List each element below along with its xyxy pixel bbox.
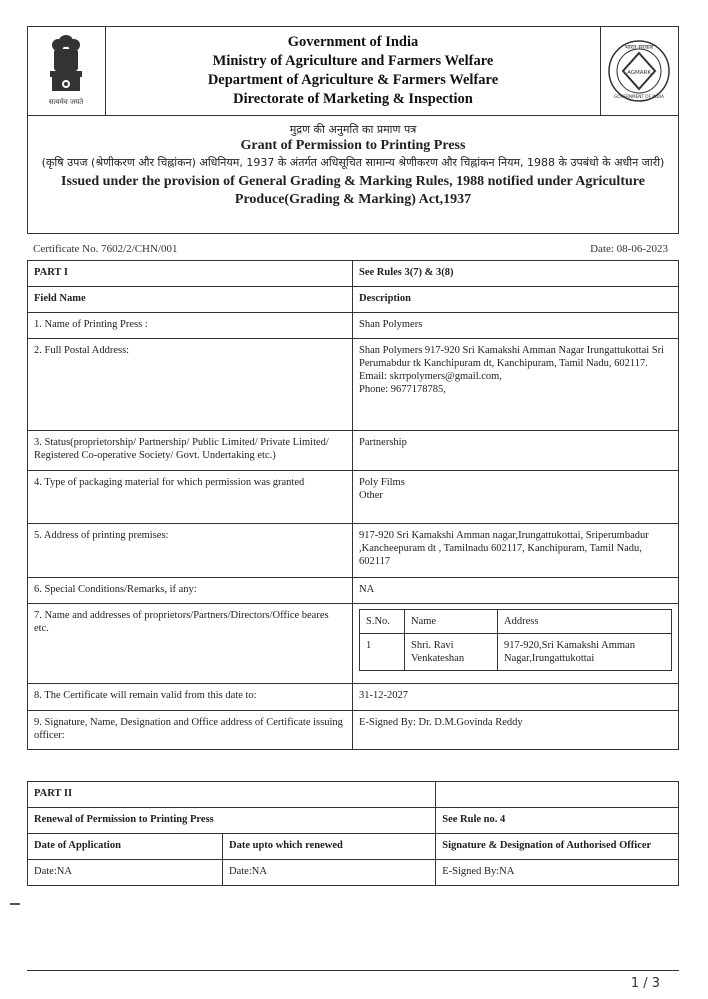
field-value: [353, 339, 679, 431]
hindi-title: मुद्रण की अनुमति का प्रमाण पत्र: [289, 123, 417, 136]
header-title: [106, 33, 600, 109]
svg-text:AGMARK: AGMARK: [627, 70, 651, 76]
partners-col-name: Name: [405, 610, 498, 634]
agmark-seal-icon: [601, 27, 678, 115]
table-row: [28, 339, 679, 431]
partner-address: 917-920,Sri Kamakshi Amman Nagar,Irungattukottai: [498, 634, 672, 671]
field-value: 31-12-2027: [353, 684, 679, 711]
agmark-logo: [600, 27, 678, 115]
partner-sno: 1: [360, 634, 405, 671]
table-row: [28, 431, 679, 471]
table-row: [28, 313, 679, 339]
date-application-value: Date:NA: [28, 860, 223, 886]
table-row: [28, 287, 679, 313]
table-row: [28, 860, 679, 886]
table-row: [28, 834, 679, 860]
field-value: E-Signed By: Dr. D.M.Govinda Reddy: [353, 711, 679, 750]
material-item: Other: [359, 490, 383, 501]
svg-text:GOVERNMENT OF INDIA: GOVERNMENT OF INDIA: [613, 94, 665, 99]
hindi-subtitle: (कृषि उपज (श्रेणीकरण और चिह्नांकन) अधिनियम, 1937 के अंतर्गत अधिसूचित सामान्य श्रेणीकरण और चिह्नांकन नियम, 1988 के उपबंधो के अधीन जारी): [41, 156, 665, 169]
table-row: [28, 711, 679, 750]
part1-heading: PART I: [28, 261, 353, 287]
certificate-info: [33, 243, 668, 255]
svg-text:भारत सरकार: भारत सरकार: [624, 44, 654, 51]
empty-cell: [436, 782, 679, 808]
header-top: [28, 27, 678, 116]
field-label: 3. Status(proprietorship/ Partnership/ Public Limited/ Private Limited/ Registered Co-operative Society/ Govt. Undertaking etc.): [28, 431, 353, 471]
col-description: Description: [353, 287, 679, 313]
field-label: 7. Name and addresses of proprietors/Partners/Directors/Office beares etc.: [28, 604, 353, 684]
table-row: [28, 578, 679, 604]
table-row: [28, 782, 679, 808]
material-item: Poly Films: [359, 477, 405, 488]
date-renewed-value: Date:NA: [223, 860, 436, 886]
field-label: 8. The Certificate will remain valid from this date to:: [28, 684, 353, 711]
title-line-2: Ministry of Agriculture and Farmers Welfare: [212, 53, 494, 69]
email-line: Email: skrrpolymers@gmail.com,: [359, 371, 502, 382]
table-row: [28, 471, 679, 524]
field-label: 9. Signature, Name, Designation and Office address of Certificate issuing officer:: [28, 711, 353, 750]
col-signature: Signature & Designation of Authorised Officer: [436, 834, 679, 860]
partners-col-address: Address: [498, 610, 672, 634]
margin-mark: [10, 903, 20, 905]
phone-line: Phone: 9677178785,: [359, 384, 446, 395]
title-line-4: Directorate of Marketing & Inspection: [233, 91, 473, 107]
national-emblem: [28, 27, 106, 115]
part1-table: [27, 260, 679, 750]
field-value: 917-920 Sri Kamakshi Amman nagar,Irungattukottai, Sriperumbadur ,Kancheepuram dt , Tamilnadu 602117, Kanchipuram, Tamil Nadu, 602117: [353, 524, 679, 578]
table-row: [360, 634, 672, 671]
col-date-application: Date of Application: [28, 834, 223, 860]
field-label: 6. Special Conditions/Remarks, if any:: [28, 578, 353, 604]
field-value: Partnership: [353, 431, 679, 471]
col-date-renewed: Date upto which renewed: [223, 834, 436, 860]
certificate-header: [27, 26, 679, 234]
table-row: [28, 808, 679, 834]
table-row: [28, 604, 679, 684]
part2-heading: PART II: [28, 782, 436, 808]
renewal-label: Renewal of Permission to Printing Press: [28, 808, 436, 834]
title-line-1: Government of India: [287, 34, 419, 50]
emblem-icon: [28, 27, 105, 115]
svg-text:सत्यमेव जयते: सत्यमेव जयते: [48, 98, 84, 106]
field-value: [353, 604, 679, 684]
header-titles: [28, 116, 678, 209]
signature-value: E-Signed By:NA: [436, 860, 679, 886]
footer-line: [27, 970, 679, 971]
field-label: 1. Name of Printing Press :: [28, 313, 353, 339]
partners-table: [359, 609, 672, 671]
certificate-date: Date: 08-06-2023: [590, 243, 668, 255]
grant-title: Grant of Permission to Printing Press: [240, 138, 466, 153]
field-label: 4. Type of packaging material for which permission was granted: [28, 471, 353, 524]
table-row: [28, 684, 679, 711]
table-row: [360, 610, 672, 634]
certificate-number: Certificate No. 7602/2/CHN/001: [33, 243, 178, 255]
field-label: 2. Full Postal Address:: [28, 339, 353, 431]
part2-table: [27, 781, 679, 886]
address-line: Shan Polymers 917-920 Sri Kamakshi Amman Nagar Irungattukottai Sri Perumabdur tk Kanchipuram dt, Kanchipuram, Tamil Nadu, 602117.: [359, 345, 665, 369]
page-number: 1 / 3: [630, 976, 660, 991]
title-line-3: Department of Agriculture & Farmers Welfare: [207, 72, 499, 88]
partners-col-sno: S.No.: [360, 610, 405, 634]
renewal-rule: See Rule no. 4: [436, 808, 679, 834]
col-field-name: Field Name: [28, 287, 353, 313]
partner-name: Shri. Ravi Venkateshan: [405, 634, 498, 671]
table-row: [28, 524, 679, 578]
field-value: [353, 471, 679, 524]
field-label: 5. Address of printing premises:: [28, 524, 353, 578]
field-value: NA: [353, 578, 679, 604]
field-value: Shan Polymers: [353, 313, 679, 339]
issued-text: Issued under the provision of General Grading & Marking Rules, 1988 notified under Agriculture Produce(Grading & Marking) Act,1937: [61, 174, 645, 207]
table-row: [28, 261, 679, 287]
part1-rules: See Rules 3(7) & 3(8): [353, 261, 679, 287]
